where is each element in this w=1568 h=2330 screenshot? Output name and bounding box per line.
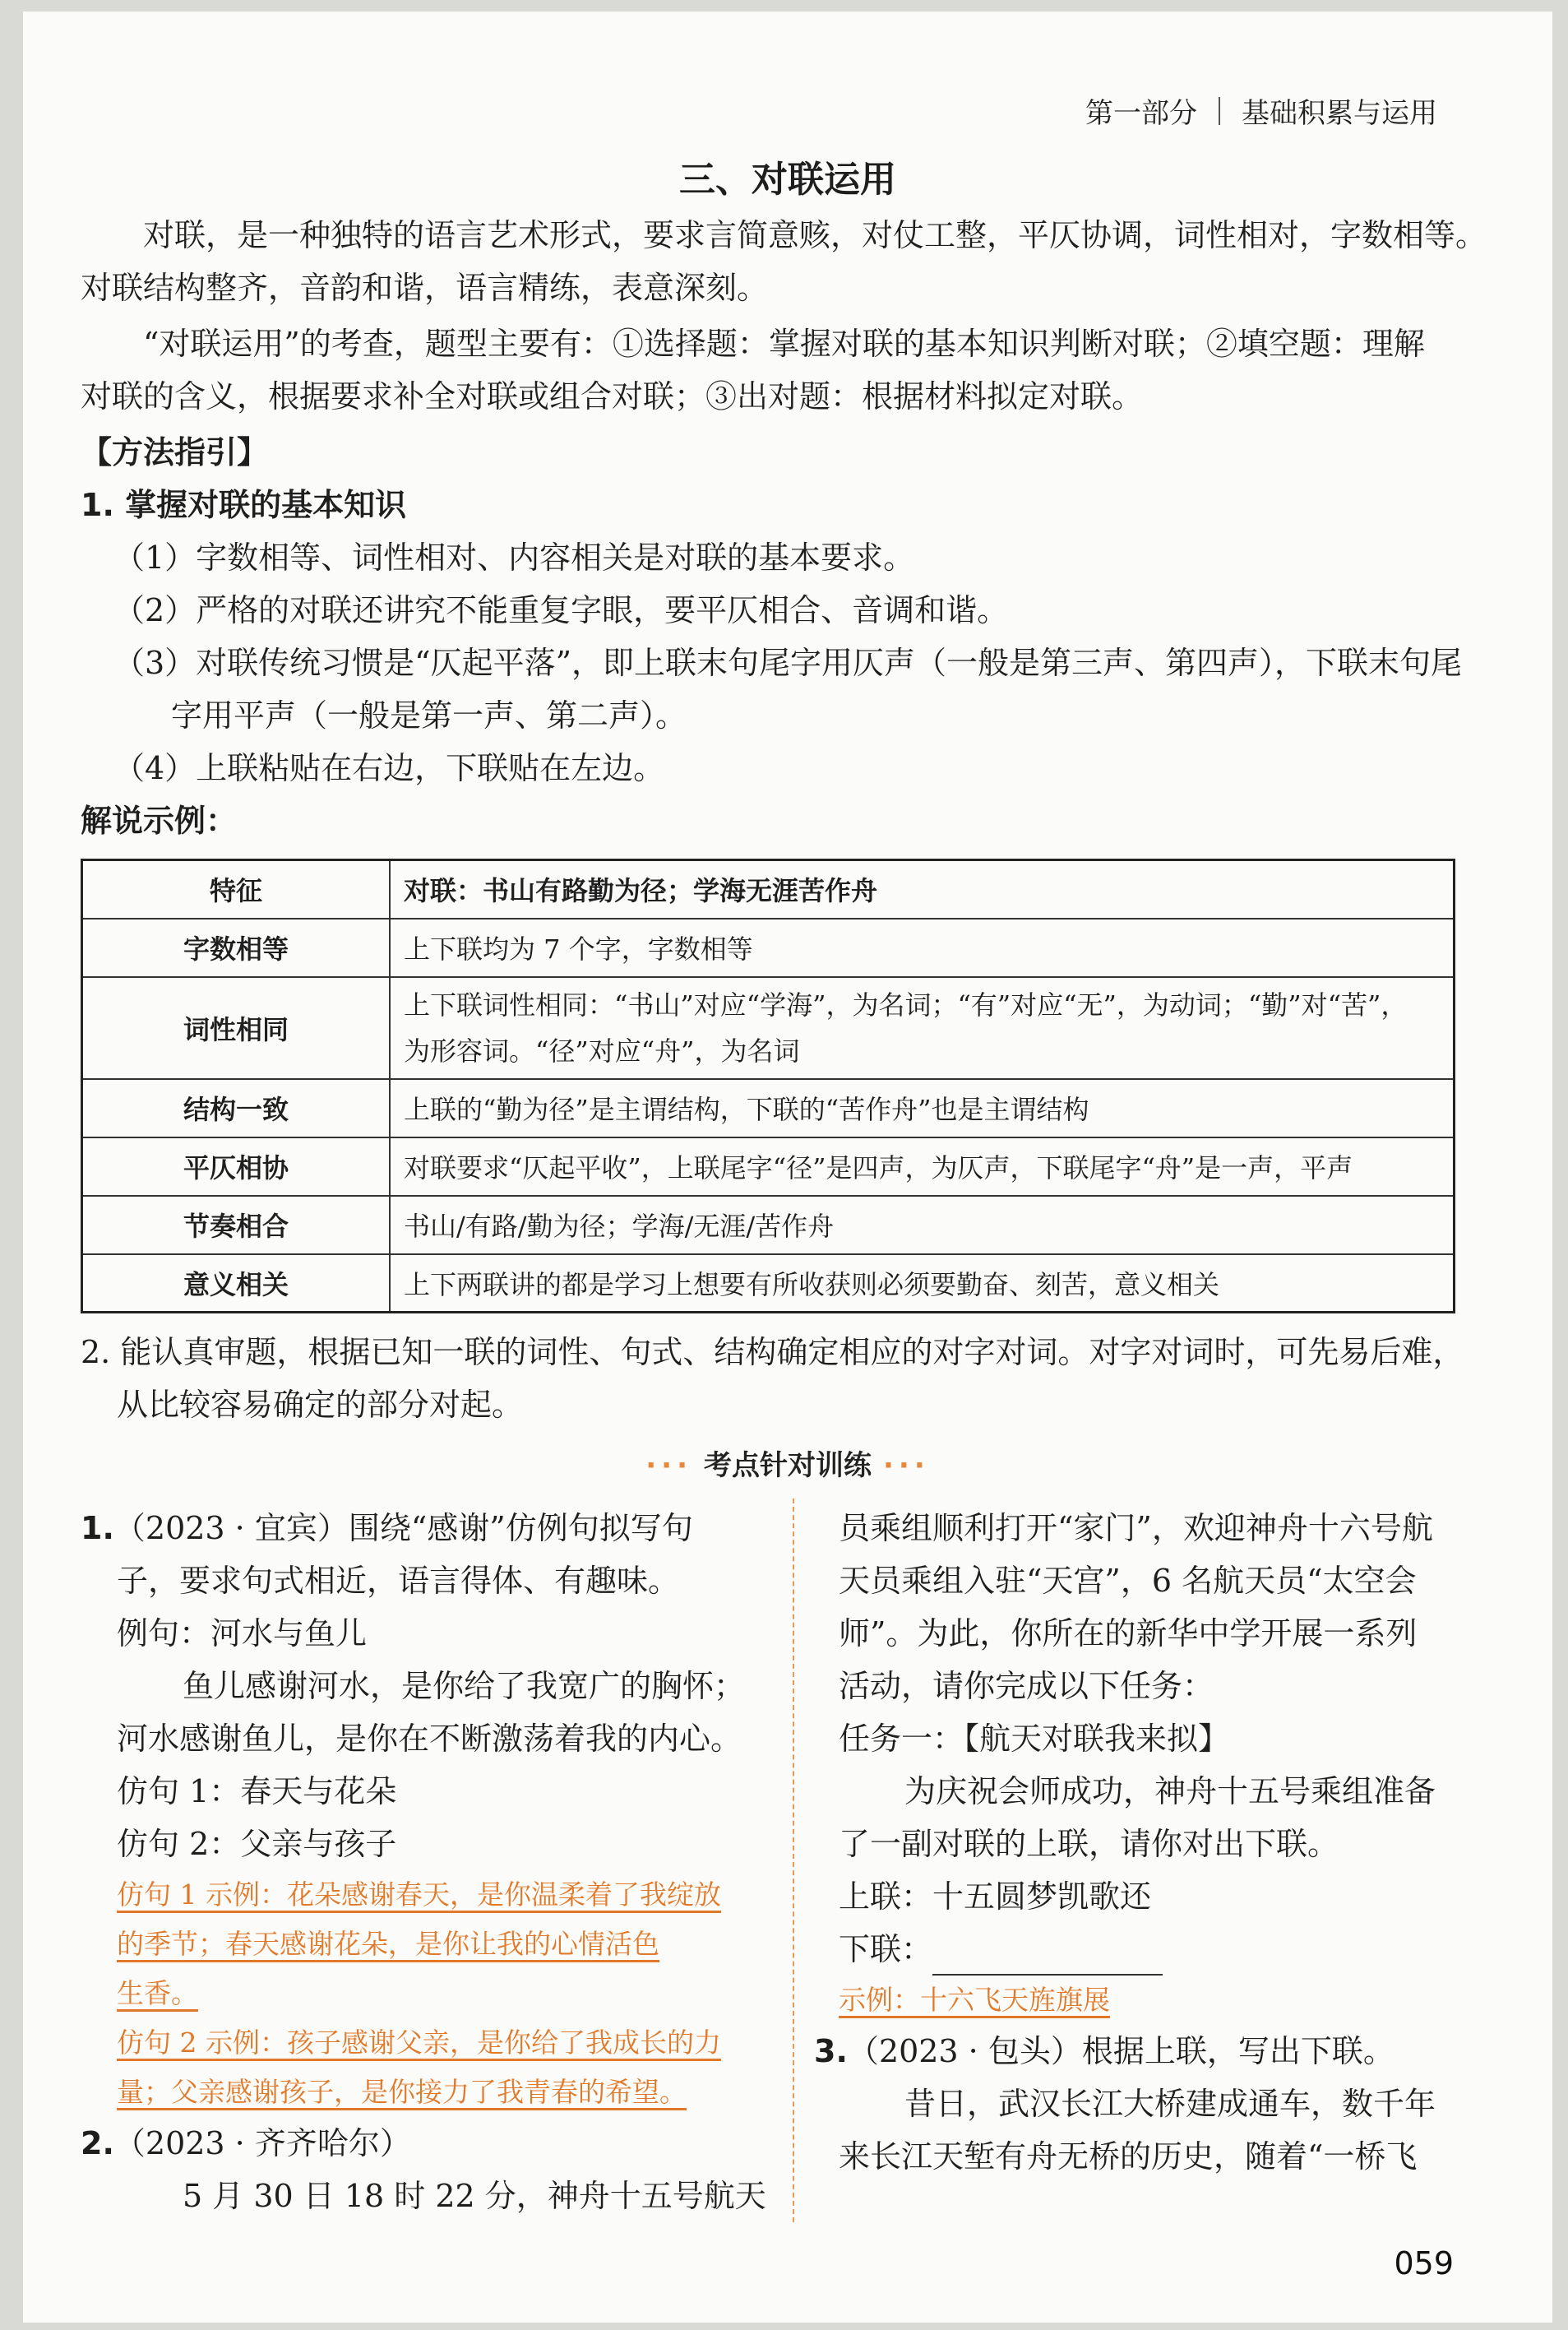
question-1-answer-1 xyxy=(81,1870,779,2117)
table-row-desc-line2: 为形容词。“径”对应“舟”，为名词 xyxy=(404,1035,800,1067)
table-row-desc: 上下联均为 7 个字，字数相等 xyxy=(390,919,1455,977)
page xyxy=(23,12,1552,2323)
table-row-feature: 意义相关 xyxy=(82,1254,391,1313)
method-item-2: （2）严格的对联还讲究不能重复字眼，要平仄相合、音调和谐。 xyxy=(113,592,1009,628)
page-number: 059 xyxy=(1394,2245,1454,2281)
answer-1-line2: 的季节；春天感谢花朵，是你让我的心情活色 xyxy=(117,1928,659,1960)
practice-title xyxy=(23,1443,1552,1483)
header-part: 第一部分 xyxy=(1085,97,1197,130)
table-row-desc: 对联要求“仄起平收”，上联尾字“径”是四声，为仄声，下联尾字“舟”是一声，平声 xyxy=(390,1137,1455,1196)
question-3-number: 3. xyxy=(814,2033,848,2069)
method-item-3-line1: （3）对联传统习惯是“仄起平落”，即上联末句尾字用仄声（一般是第三声、第四声），下联末句尾 xyxy=(113,645,1463,681)
question-3-line1-text: （2023 · 包头）根据上联，写出下联。 xyxy=(847,2033,1395,2069)
example-label: 解说示例： xyxy=(81,803,238,839)
table-row xyxy=(82,1196,1455,1254)
table-row-desc xyxy=(390,977,1455,1079)
question-2-line1-text: （2023 · 齐齐哈尔） xyxy=(113,2125,411,2161)
practice-dots-left: ··· xyxy=(645,1449,692,1482)
question-2-number: 2. xyxy=(81,2125,114,2161)
question-3-line2: 昔日，武汉长江大桥建成通车，数千年 xyxy=(904,2086,1436,2122)
question-1-line1-text: （2023 · 宜宾）围绕“感谢”仿例句拟写句 xyxy=(113,1510,693,1546)
intro-p1-line2: 对联结构整齐，音韵和谐，语言精练，表意深刻。 xyxy=(81,270,769,306)
question-1-prompt-2: 仿句 2：父亲与孩子 xyxy=(117,1826,397,1862)
table-row-feature: 平仄相协 xyxy=(82,1137,391,1196)
intro-p2-line2: 对联的含义，根据要求补全对联或组合对联；③出对题：根据材料拟定对联。 xyxy=(81,378,1144,415)
practice-title-text: 考点针对训练 xyxy=(704,1449,872,1482)
answer-blank[interactable] xyxy=(932,1941,1163,1976)
page-header xyxy=(1085,90,1437,131)
answer-2-line1: 仿句 2 示例：孩子感谢父亲，是你给了我成长的力 xyxy=(117,2027,721,2059)
intro-p1-line1: 对联，是一种独特的语言艺术形式，要求言简意赅，对仗工整，平仄协调，词性相对，字数相等。 xyxy=(143,217,1487,253)
table-row xyxy=(82,919,1455,977)
intro-paragraph-1 xyxy=(81,209,1495,314)
intro-p2-line1: “对联运用”的考查，题型主要有：①选择题：掌握对联的基本知识判断对联；②填空题：理解 xyxy=(143,326,1425,362)
question-2-task-2: 了一副对联的上联，请你对出下联。 xyxy=(839,1826,1339,1862)
question-2-r3: 师”。为此，你所在的新华中学开展一系列 xyxy=(839,1615,1418,1651)
question-1-line1 xyxy=(81,1502,779,1554)
table-row xyxy=(82,977,1455,1079)
question-2-answer: 示例：十六飞天旌旗展 xyxy=(839,1984,1110,2016)
question-2-upper: 上联：十五圆梦凯歌还 xyxy=(839,1878,1152,1915)
method-item-3-line2: 字用平声（一般是第一声、第二声）。 xyxy=(171,697,687,734)
method-item-1: （1）字数相等、词性相对、内容相关是对联的基本要求。 xyxy=(113,540,915,576)
question-1-example-2: 河水感谢鱼儿，是你在不断激荡着我的内心。 xyxy=(117,1721,742,1757)
header-section: 基础积累与运用 xyxy=(1242,97,1437,130)
table-header-feature: 特征 xyxy=(82,860,391,919)
table-row xyxy=(82,1137,1455,1196)
question-1-example-1: 鱼儿感谢河水，是你给了我宽广的胸怀； xyxy=(183,1668,746,1704)
table-header-couplet: 对联：书山有路勤为径；学海无涯苦作舟 xyxy=(390,860,1455,919)
method-2-line1: 2. 能认真审题，根据已知一联的词性、句式、结构确定相应的对字对词。对字对词时，可先易后难， xyxy=(81,1334,1464,1370)
question-2-task-1: 为庆祝会师成功，神舟十五号乘组准备 xyxy=(904,1773,1436,1809)
question-2-lower-label: 下联： xyxy=(839,1931,933,1967)
question-3-line3: 来长江天堑有舟无桥的历史，随着“一桥飞 xyxy=(839,2138,1418,2175)
question-3-line1 xyxy=(814,2025,1480,2078)
table-row-desc: 上下两联讲的都是学习上想要有所收获则必须要勤奋、刻苦，意义相关 xyxy=(390,1254,1455,1313)
intro-paragraph-2 xyxy=(81,317,1495,423)
question-2-line2: 5 月 30 日 18 时 22 分，神舟十五号航天 xyxy=(183,2178,766,2214)
question-2-line1 xyxy=(81,2117,779,2170)
method-heading: 【方法指引】 xyxy=(81,434,269,470)
table-row-feature: 结构一致 xyxy=(82,1079,391,1137)
table-row-desc: 上联的“勤为径”是主谓结构，下联的“苦作舟”也是主谓结构 xyxy=(390,1079,1455,1137)
method-section xyxy=(81,426,1495,847)
question-1-number: 1. xyxy=(81,1510,114,1546)
method-2-line2: 从比较容易确定的部分对起。 xyxy=(117,1387,524,1423)
answer-1-line3: 生香。 xyxy=(117,1977,198,2009)
table-row-feature: 字数相等 xyxy=(82,919,391,977)
header-separator xyxy=(1219,97,1220,125)
table-row-desc-line1: 上下联词性相同：“书山”对应“学海”，为名词；“有”对应“无”，为动词；“勤”对“苦”， xyxy=(404,989,1408,1021)
answer-2-line2: 量；父亲感谢孩子，是你接力了我青春的希望。 xyxy=(117,2076,687,2108)
question-1-example-label: 例句：河水与鱼儿 xyxy=(117,1615,368,1651)
question-2-r4: 活动，请你完成以下任务： xyxy=(839,1668,1214,1704)
question-2-r1: 员乘组顺利打开“家门”，欢迎神舟十六号航 xyxy=(839,1510,1433,1546)
table-row-feature: 词性相同 xyxy=(82,977,391,1079)
table-row xyxy=(82,1254,1455,1313)
column-divider xyxy=(793,1499,794,2222)
table-header-row xyxy=(82,860,1455,919)
practice-dots-right: ··· xyxy=(883,1449,930,1482)
method-2 xyxy=(81,1326,1495,1431)
method-sub1: 1. 掌握对联的基本知识 xyxy=(81,487,407,523)
answer-1-line1: 仿句 1 示例：花朵感谢春天，是你温柔着了我绽放 xyxy=(117,1878,721,1911)
feature-table xyxy=(81,859,1455,1313)
right-column xyxy=(814,1502,1480,2183)
left-column xyxy=(81,1502,779,2222)
question-1-line2: 子，要求句式相近，语言得体、有趣味。 xyxy=(117,1563,680,1599)
question-1-prompt-1: 仿句 1：春天与花朵 xyxy=(117,1773,397,1809)
table-row-feature: 节奏相合 xyxy=(82,1196,391,1254)
method-item-4: （4）上联粘贴在右边，下联贴在左边。 xyxy=(113,750,665,786)
section-title: 三、对联运用 xyxy=(679,159,896,201)
question-2-r2: 天员乘组入驻“天宫”，6 名航天员“太空会 xyxy=(839,1563,1417,1599)
question-2-task: 任务一：【航天对联我来拟】 xyxy=(839,1721,1230,1757)
table-row-desc: 书山/有路/勤为径；学海/无涯/苦作舟 xyxy=(390,1196,1455,1254)
question-2-lower xyxy=(839,1923,1480,1976)
table-row xyxy=(82,1079,1455,1137)
